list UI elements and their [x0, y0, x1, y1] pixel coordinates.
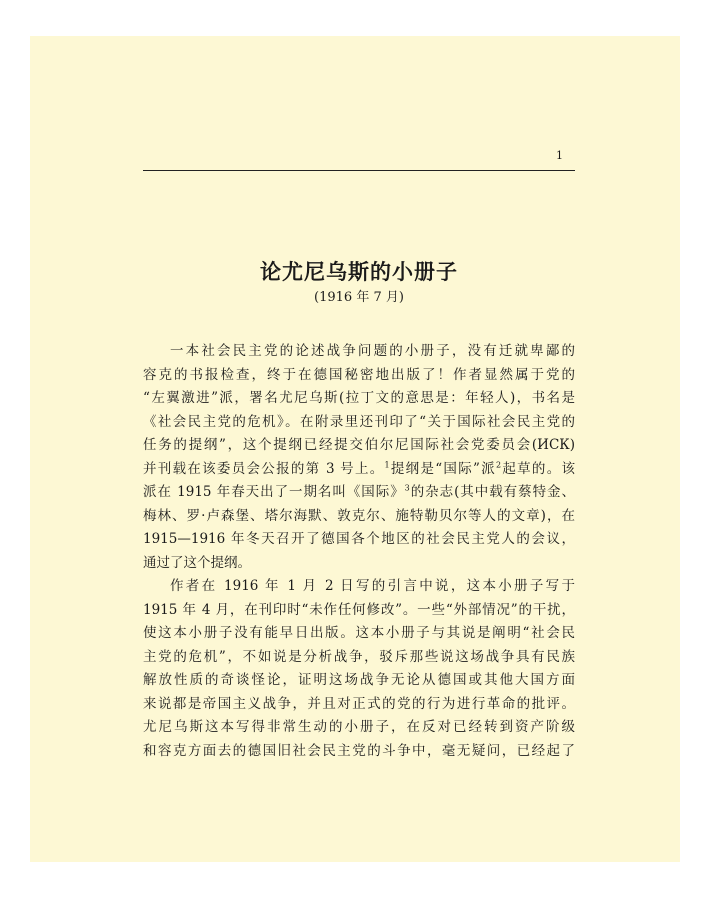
text-line: 通过了这个提纲。 [143, 554, 251, 571]
text-line: 派在 1915 年春天出了一期名叫《国际》$^3$的杂志(其中载有蔡特金、 [143, 483, 575, 500]
text-line: 和容克方面去的德国旧社会民主党的斗争中，毫无疑问，已经起了 [143, 742, 575, 759]
text-line: 尤尼乌斯这本写得非常生动的小册子，在反对已经转到资产阶级 [143, 719, 575, 735]
text-line: “左翼激进”派，署名尤尼乌斯(拉丁文的意思是：年轻人)，书名是 [143, 390, 575, 406]
text-line: 一本社会民主党的论述战争问题的小册子，没有迁就卑鄙的 [170, 343, 575, 359]
text-line: 容克的书报检查，终于在德国秘密地出版了！作者显然属于党的 [143, 366, 575, 383]
text-line: 解放性质的奇谈怪论，证明这场战争无论从德国或其他大国方面 [143, 672, 575, 688]
text-line: 使这本小册子没有能早日出版。这本小册子与其说是阐明“社会民 [143, 625, 575, 641]
text-line: 梅林、罗·卢森堡、塔尔海默、敦克尔、施特勒贝尔等人的文章)，在 [143, 507, 575, 524]
text-line: 《社会民主党的危机》。在附录里还刊印了“关于国际社会民主党的 [143, 413, 575, 430]
text-line: 任务的提纲”，这个提纲已经提交伯尔尼国际社会党委员会(ИСК) [143, 437, 575, 453]
footnote-marker: 3 [404, 483, 410, 493]
footnote-marker: 1 [384, 460, 390, 469]
header-rule [143, 170, 575, 171]
body-text [143, 340, 575, 763]
text-line: 1915—1916 年冬天召开了德国各个地区的社会民主党人的会议， [143, 531, 575, 547]
text-line: 1915 年 4 月，在刊印时“未作任何修改”。一些“外部情况”的干扰， [143, 601, 575, 618]
text-line: 并刊载在该委员会公报的第 3 号上。$^1$提纲是“国际”派$^2$起草的。该 [143, 460, 576, 477]
text-line: 主党的危机”，不如说是分析战争，驳斥那些说这场战争具有民族 [143, 648, 575, 665]
text-line: 来说都是帝国主义战争，并且对正式的党的行为进行革命的批评。 [143, 695, 575, 712]
page-number: 1 [556, 149, 563, 162]
article-title: 论尤尼乌斯的小册子 [260, 260, 458, 284]
article-date: (1916 年 7 月) [314, 290, 404, 305]
footnote-marker: 2 [495, 460, 502, 469]
text-line: 作者在 1916 年 1 月 2 日写的引言中说，这本小册子写于 [170, 578, 575, 594]
